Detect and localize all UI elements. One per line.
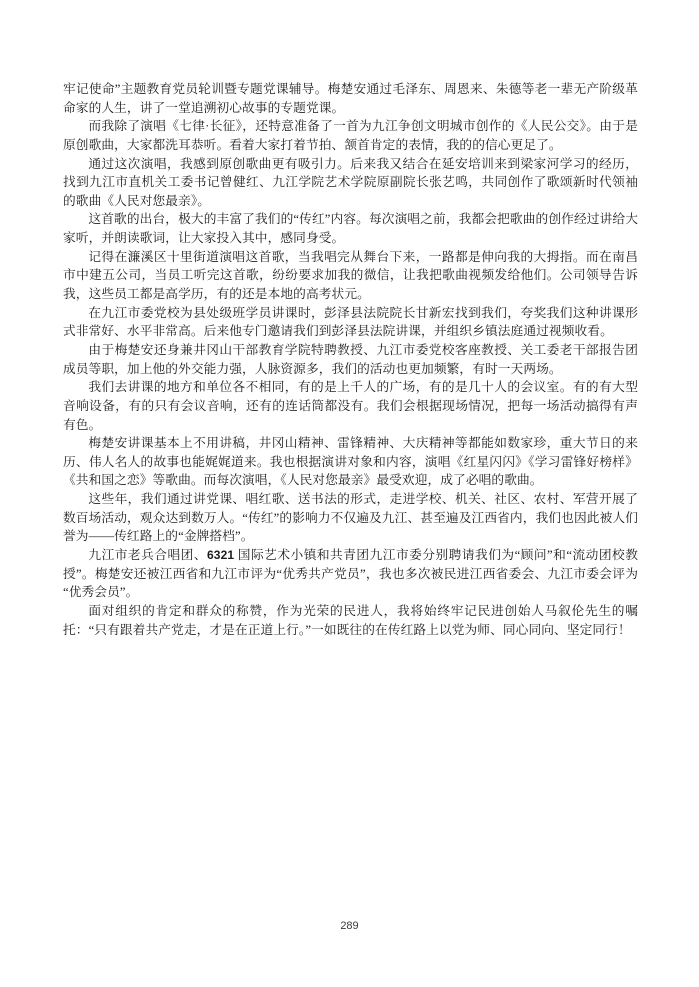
paragraph bbox=[63, 434, 638, 490]
text-run: 九江市老兵合唱团、 bbox=[88, 548, 208, 563]
text-run: 记得在濂溪区十里街道演唱这首歌，当我唱完从舞台下来，一路都是伸向我的大拇指。而在南昌市中建五公司，当员工听完这首歌，纷纷要求加我的微信，让我把歌曲视频发给他们。公司领导告诉我，这些员工都是高学历，有的还是本地的高考状元。 bbox=[63, 249, 638, 302]
paragraph bbox=[63, 341, 638, 378]
text-run: 我们去讲课的地方和单位各不相同，有的是上千人的广场，有的是几十人的会议室。有的有大型音响设备，有的只有会议音响，还有的连话筒都没有。我们会根据现场情况，把每一场活动搞得有声有色。 bbox=[63, 380, 638, 432]
paragraph bbox=[63, 155, 638, 211]
text-run: 牢记使命”主题教育党员轮训暨专题党课辅导。梅楚安通过毛泽东、周恩来、朱德等老一辈无产阶级革命家的人生，讲了一堂追溯初心故事的专题党课。 bbox=[63, 82, 638, 115]
paragraph bbox=[63, 210, 638, 247]
paragraph bbox=[63, 602, 638, 639]
paragraph bbox=[63, 378, 638, 434]
paragraph bbox=[63, 546, 638, 602]
text-run: 这些年，我们通过讲党课、唱红歌、送书法的形式，走进学校、机关、社区、农村、军营开展了数百场活动，观众达到数万人。“传红”的影响力不仅遍及九江、甚至遍及江西省内，我们也因此被人们誉为——传红路上的“金牌搭档”。 bbox=[63, 492, 638, 544]
text-run: 通过这次演唱，我感到原创歌曲更有吸引力。后来我又结合在延安培训来到梁家河学习的经历，找到九江市直机关工委书记曾健红、九江学院艺术学院原副院长张艺鸣，共同创作了歌颂新时代领袖的歌曲《人民对您最亲》。 bbox=[63, 156, 638, 208]
paragraph bbox=[63, 248, 638, 304]
text-run: 梅楚安讲课基本上不用讲稿，井冈山精神、雷锋精神、大庆精神等都能如数家珍，重大节日的来历、伟人名人的故事也能娓娓道来。我也根据演讲对象和内容，演唱《红星闪闪》《学习雷锋好榜样》《共和国之恋》等歌曲。而每次演唱，《人民对您最亲》最受欢迎，成了必唱的歌曲。 bbox=[63, 436, 638, 488]
paragraph bbox=[63, 304, 638, 341]
text-run: 由于梅楚安还身兼井冈山干部教育学院特聘教授、九江市委党校客座教授、关工委老干部报告团成员等职，加上他的外交能力强，人脉资源多，我们的活动也更加频繁，有时一天两场。 bbox=[63, 342, 638, 376]
text-run: 国际艺术小镇和共青团九江市委分别聘请我们为“顾问”和“流动团校教授”。梅楚安还被江西省和九江市评为“优秀共产党员”，我也多次被民进江西省委会、九江市委会评为“优秀会员”。 bbox=[63, 548, 638, 600]
text-run: 面对组织的肯定和群众的称赞，作为光荣的民进人，我将始终牢记民进创始人马叙伦先生的嘱托：“只有跟着共产党走，才是在正道上行。”一如既往的在传红路上以党为师、同心同向、坚定同行！ bbox=[63, 603, 638, 637]
document-body bbox=[63, 80, 638, 639]
page-number: 289 bbox=[340, 920, 359, 932]
paragraph bbox=[63, 117, 638, 154]
bold-text-run: 6321 bbox=[207, 548, 235, 563]
text-run: 而我除了演唱《七律·长征》，还特意准备了一首为九江争创文明城市创作的《人民公交》。由于是原创歌曲，大家都洗耳恭听。看着大家打着节拍、颔首肯定的表情，我的的信心更足了。 bbox=[63, 119, 638, 152]
text-run: 在九江市委党校为县处级班学员讲课时，彭泽县法院院长甘新宏找到我们，夸奖我们这种讲课形式非常好、水平非常高。后来他专门邀请我们到彭泽县法院讲课，并组织乡镇法庭通过视频收看。 bbox=[63, 305, 638, 339]
text-run: 这首歌的出台，极大的丰富了我们的“传红”内容。每次演唱之前，我都会把歌曲的创作经过讲给大家听，并朗读歌词，让大家投入其中，感同身受。 bbox=[63, 212, 638, 246]
paragraph bbox=[63, 80, 638, 117]
paragraph bbox=[63, 490, 638, 546]
